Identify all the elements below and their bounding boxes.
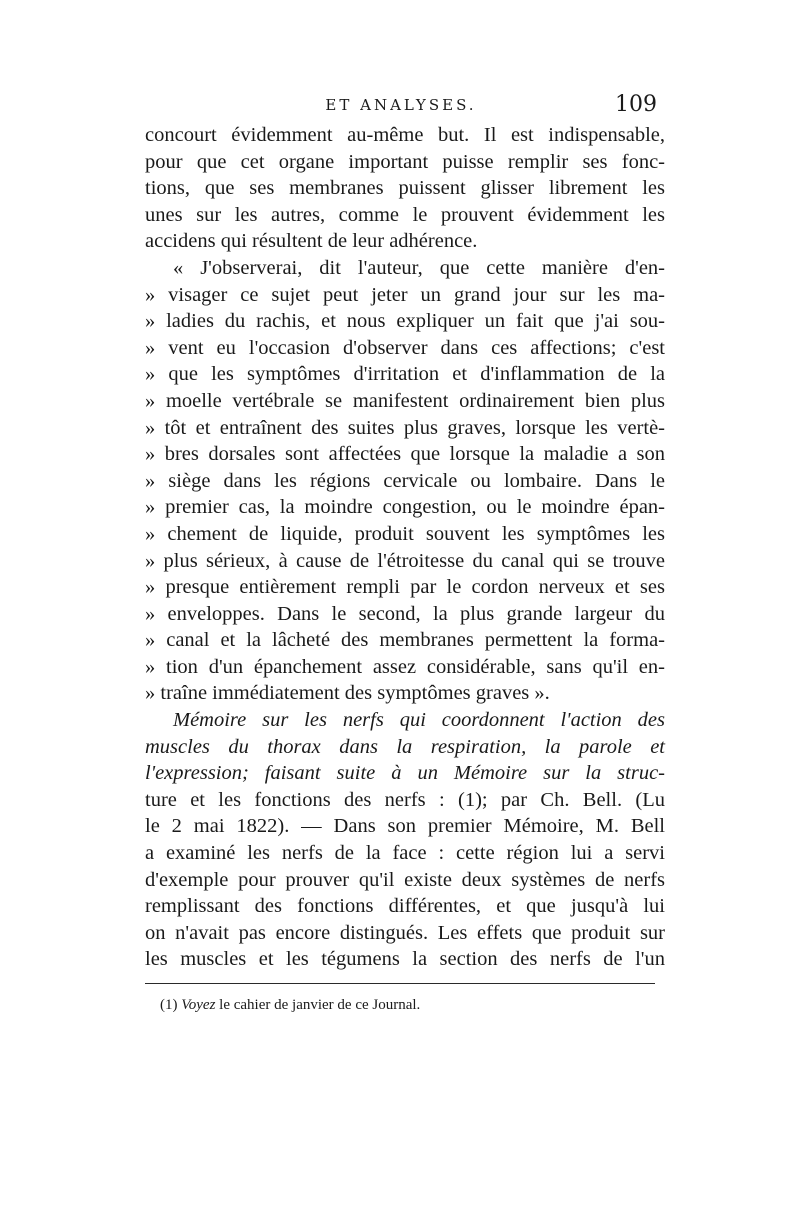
text-line: accidens qui résultent de leur adhérence.	[145, 230, 478, 253]
text-line: » bres dorsales sont affectées que lorsque la maladie a son	[145, 443, 665, 466]
text-line: » canal et la lâcheté des membranes permettent la forma-	[145, 629, 665, 652]
text-line: tions, que ses membranes puissent glisser librement les	[145, 177, 665, 200]
footnote-italic-word: Voyez	[181, 997, 216, 1013]
text-line: » tôt et entraînent des suites plus graves, lorsque les vertè-	[145, 416, 665, 439]
text-line: a examiné les nerfs de la face : cette région lui a servi	[145, 842, 665, 865]
text-line: Mémoire sur les nerfs qui coordonnent l'action des	[173, 709, 665, 732]
running-head	[145, 92, 657, 120]
text-line: » premier cas, la moindre congestion, ou le moindre épan-	[145, 496, 665, 519]
footnote	[160, 997, 420, 1014]
text-line: remplissant des fonctions différentes, et que jusqu'à lui	[145, 895, 665, 918]
text-line: » moelle vertébrale se manifestent ordinairement bien plus	[145, 389, 665, 412]
text-line: « J'observerai, dit l'auteur, que cette manière d'en-	[173, 256, 665, 279]
text-line: concourt évidemment au-même but. Il est indispensable,	[145, 124, 665, 146]
page-number: 109	[615, 92, 657, 117]
text-line: d'exemple pour prouver qu'il existe deux systèmes de nerfs	[145, 868, 665, 891]
text-line: pour que cet organe important puisse remplir ses fonc-	[145, 150, 665, 173]
text-line: » tion d'un épanchement assez considérable, sans qu'il en-	[145, 655, 665, 678]
text-line: » ladies du rachis, et nous expliquer un fait que j'ai sou-	[145, 310, 665, 333]
text-line: le 2 mai 1822). — Dans son premier Mémoire, M. Bell	[145, 815, 665, 838]
footnote-marker: (1)	[160, 997, 178, 1013]
text-line: les muscles et les tégumens la section des nerfs de l'un	[145, 948, 665, 971]
text-line: l'expression; faisant suite à un Mémoire sur la struc-	[145, 762, 665, 785]
text-line: » visager ce sujet peut jeter un grand jour sur les ma-	[145, 283, 665, 306]
text-line: » presque entièrement rempli par le cordon nerveux et ses	[145, 576, 665, 599]
text-line: on n'avait pas encore distingués. Les effets que produit sur	[145, 921, 665, 944]
text-line: » chement de liquide, produit souvent les symptômes les	[145, 522, 665, 545]
text-line: ture et les fonctions des nerfs : (1); par Ch. Bell. (Lu	[145, 788, 665, 811]
footnote-rule	[145, 983, 655, 984]
text-line: » traîne immédiatement des symptômes graves ».	[145, 682, 550, 705]
text-line: » siège dans les régions cervicale ou lombaire. Dans le	[145, 469, 665, 492]
text-line: » enveloppes. Dans le second, la plus grande largeur du	[145, 602, 665, 625]
text-line: » que les symptômes d'irritation et d'inflammation de la	[145, 363, 665, 386]
text-line: » plus sérieux, à cause de l'étroitesse du canal qui se trouve	[145, 549, 665, 572]
text-line: » vent eu l'occasion d'observer dans ces affections; c'est	[145, 336, 665, 359]
running-title: ET ANALYSES.	[325, 96, 477, 114]
text-line: unes sur les autres, comme le prouvent évidemment les	[145, 203, 665, 226]
text-line: muscles du thorax dans la respiration, la parole et	[145, 735, 665, 758]
body-text	[145, 122, 665, 973]
footnote-text: le cahier de janvier de ce Journal.	[219, 997, 421, 1013]
